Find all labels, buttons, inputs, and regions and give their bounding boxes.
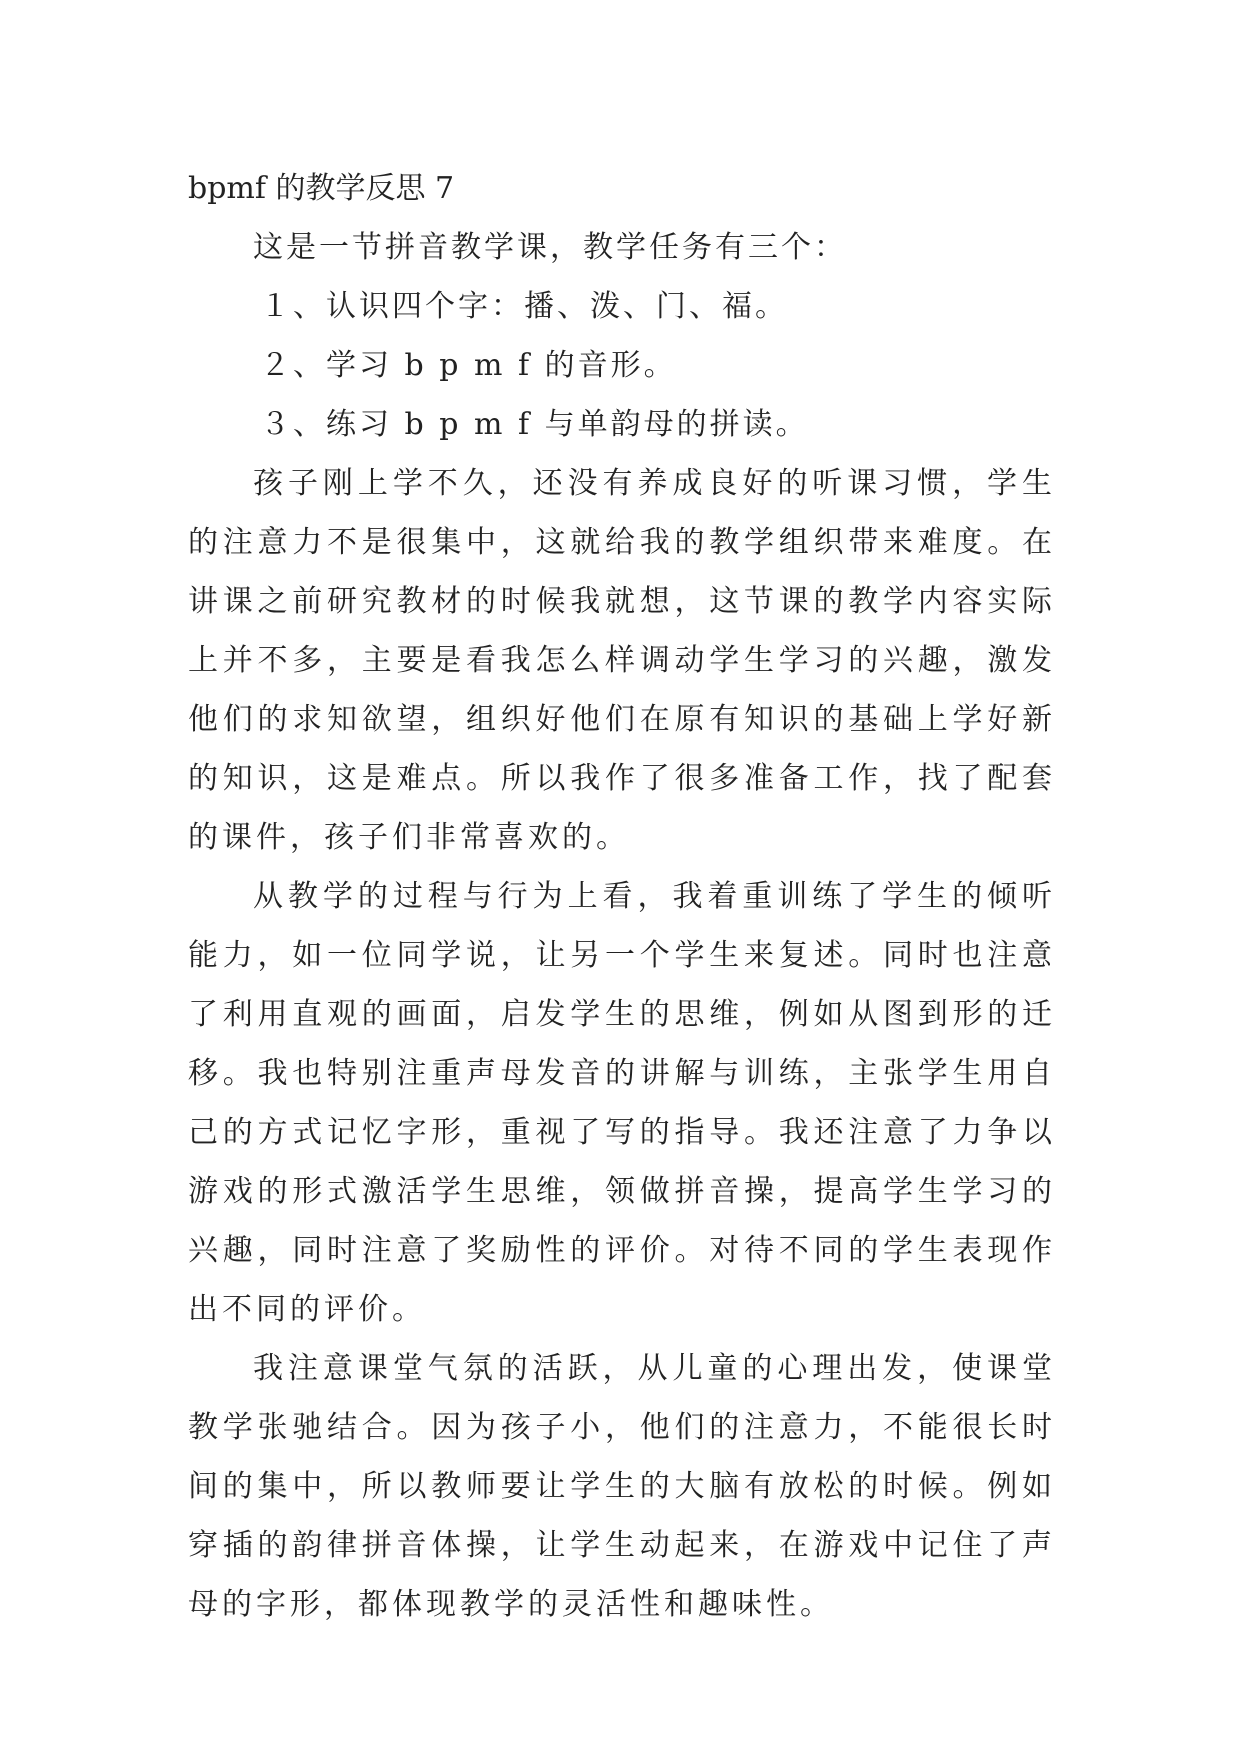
body-paragraph-3: 我注意课堂气氛的活跃，从儿童的心理出发，使课堂教学张驰结合。因为孩子小，他们的注意力，不能很长时间的集中，所以教师要让学生的大脑有放松的时候。例如穿插的韵律拼音体操，让学生动起来，在游戏中记住了声母的字形，都体现教学的灵活性和趣味性。 [188,1351,1056,1622]
document-body [188,160,1056,1634]
intro-paragraph: 这是一节拼音教学课，教学任务有三个： [253,230,847,265]
task-item-3: ３、练习 b p m f 与单韵母的拼读。 [260,407,809,442]
body-paragraph-1: 孩子刚上学不久，还没有养成良好的听课习惯，学生的注意力不是很集中，这就给我的教学组织带来难度。在讲课之前研究教材的时候我就想，这节课的教学内容实际上并不多，主要是看我怎么样调动学生学习的兴趣，激发他们的求知欲望，组织好他们在原有知识的基础上学好新的知识，这是难点。所以我作了很多准备工作，找了配套的课件，孩子们非常喜欢的。 [188,466,1056,855]
task-item-2: ２、学习 b p m f 的音形。 [260,348,677,383]
task-item-1: １、认识四个字：播、泼、门、福。 [260,289,788,324]
document-title: bpmf 的教学反思 7 [188,171,455,206]
body-paragraph-2: 从教学的过程与行为上看，我着重训练了学生的倾听能力，如一位同学说，让另一个学生来复述。同时也注意了利用直观的画面，启发学生的思维，例如从图到形的迁移。我也特别注重声母发音的讲解与训练，主张学生用自己的方式记忆字形，重视了写的指导。我还注意了力争以游戏的形式激活学生思维，领做拼音操，提高学生学习的兴趣，同时注意了奖励性的评价。对待不同的学生表现作出不同的评价。 [188,879,1056,1327]
